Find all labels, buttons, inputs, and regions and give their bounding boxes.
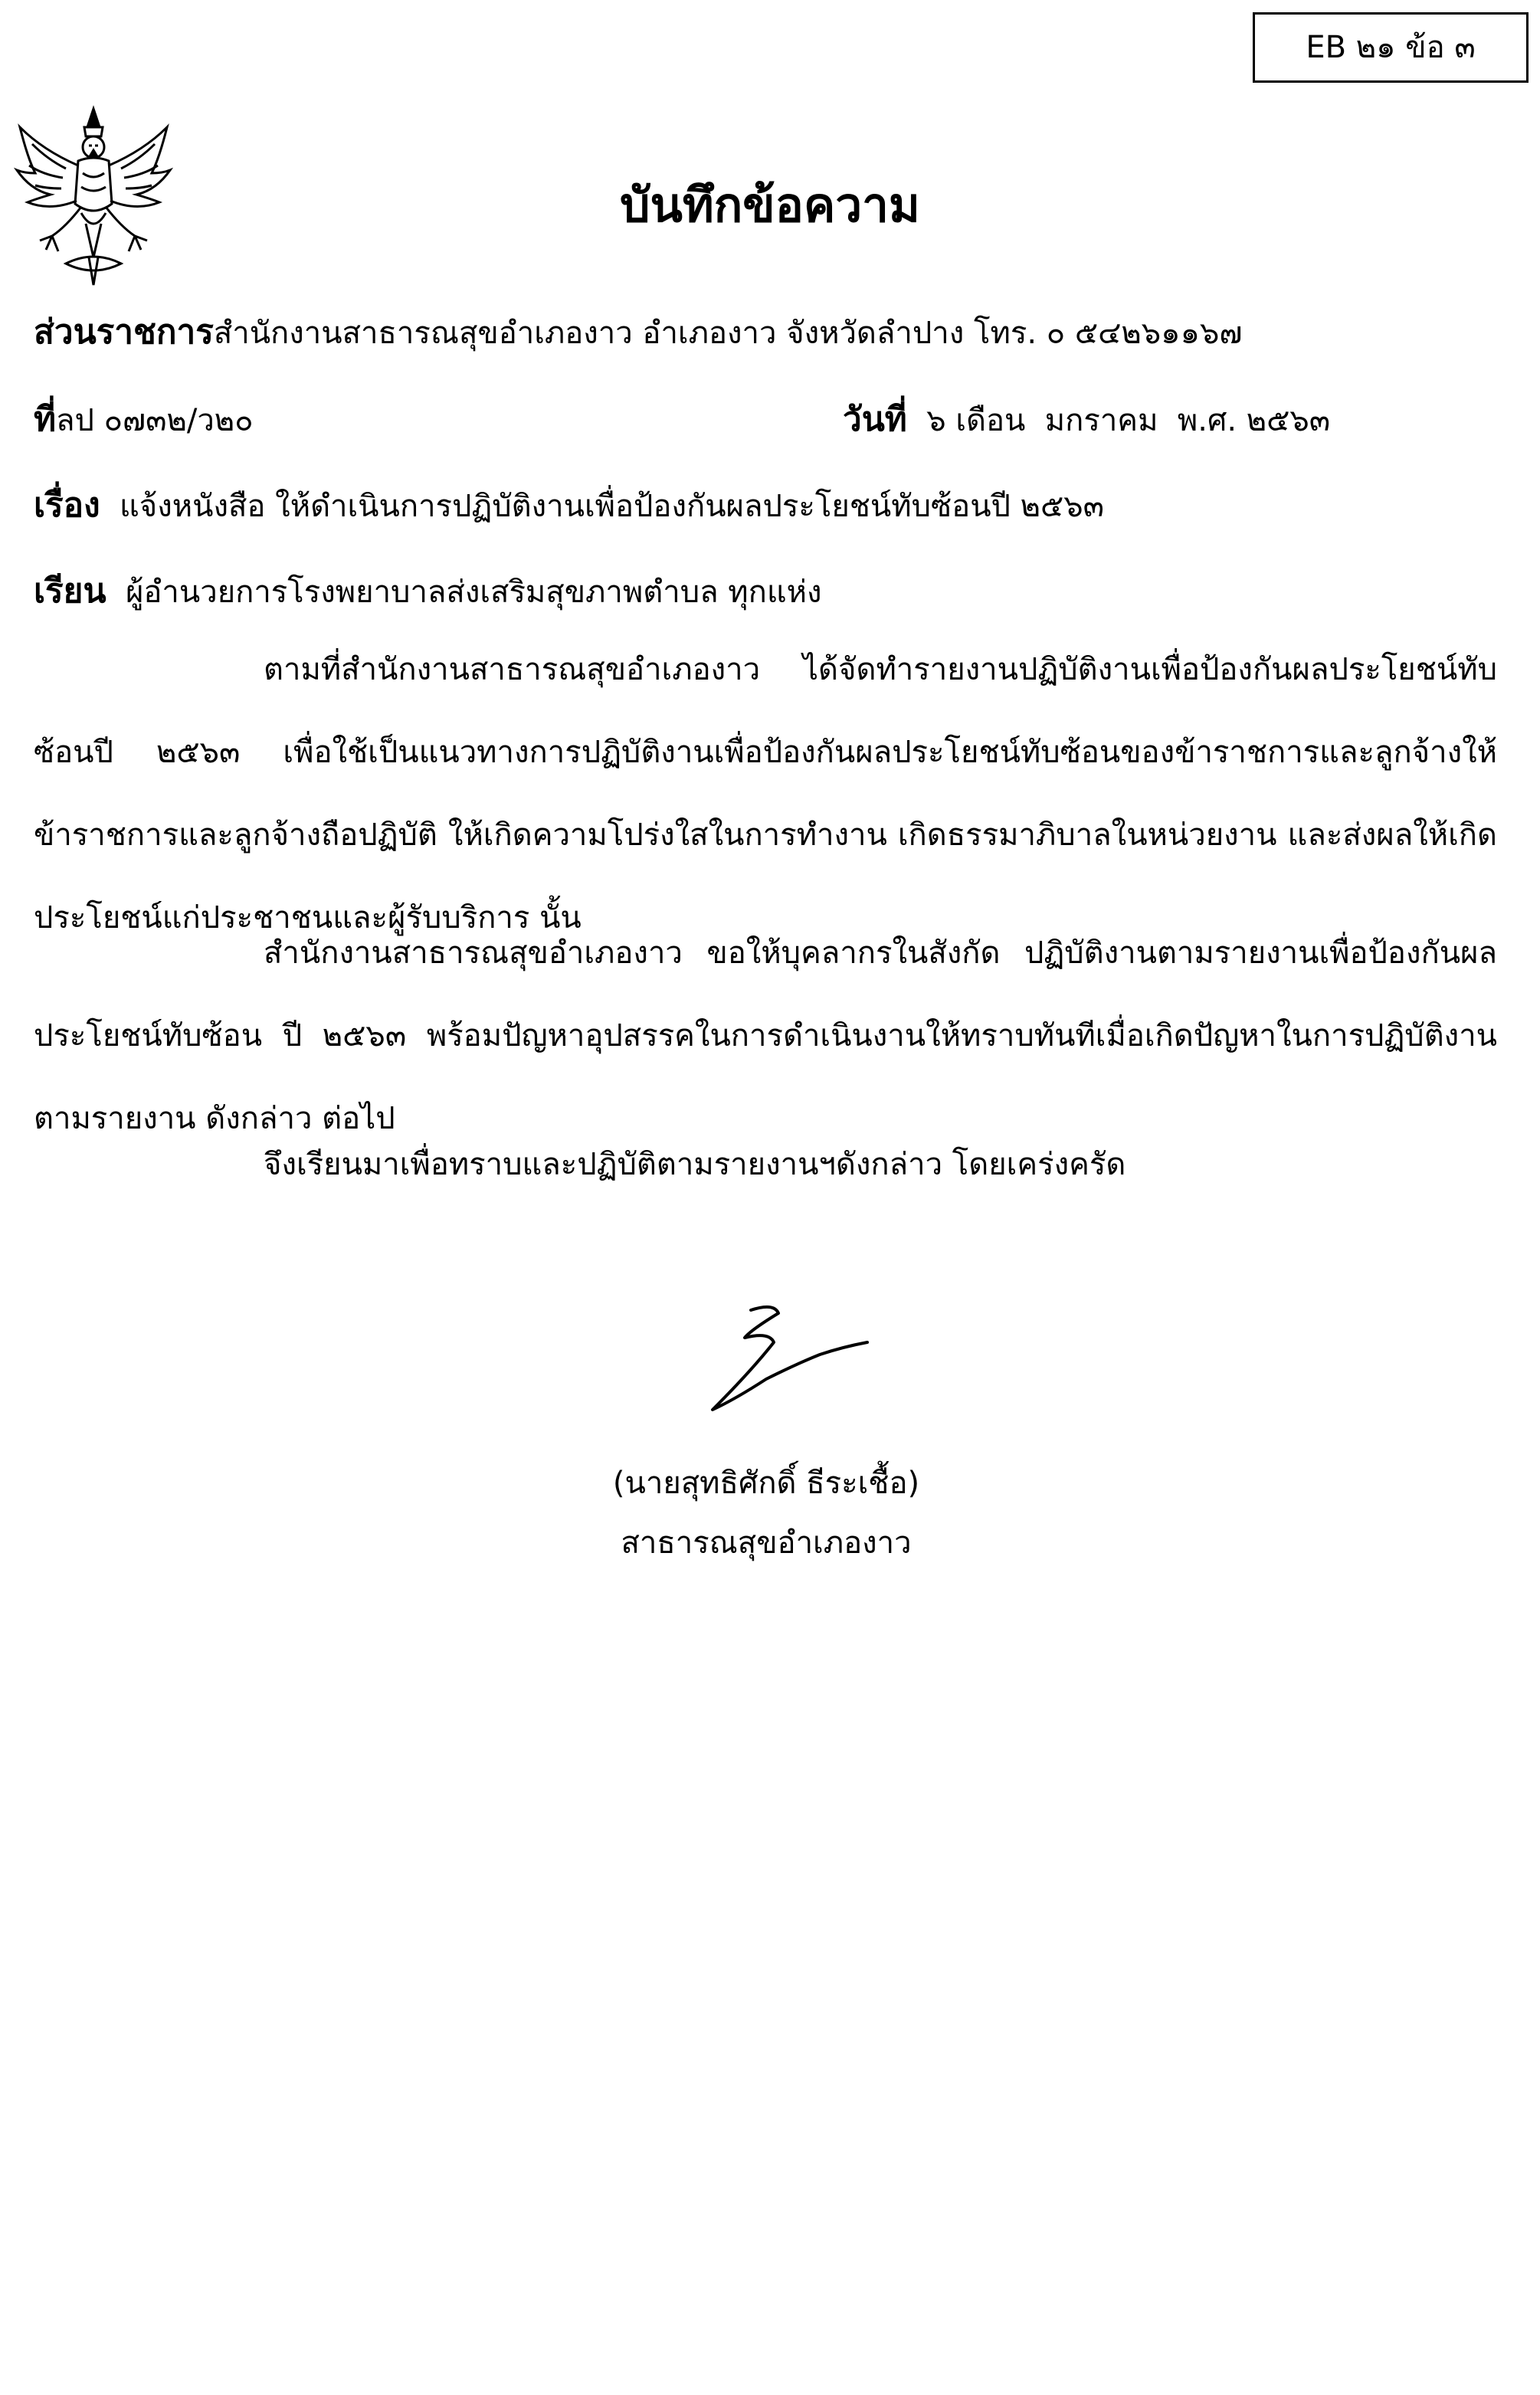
date-line [843, 397, 1330, 444]
reference-label: ที่ [34, 400, 57, 439]
body-paragraph-2: สำนักงานสาธารณสุขอำเภองาว ขอให้บุคลากรในสังกัด ปฏิบัติงานตามรายงานเพื่อป้องกันผลประโยชน์ทับซ้อน ปี ๒๕๖๓ พร้อมปัญหาอุปสรรคในการดำเนินงานให้ทราบทันทีเมื่อเกิดปัญหาในการปฏิบัติงานตามรายงาน ดังกล่าว ต่อไป [34, 935, 1497, 1136]
closing-line: จึงเรียนมาเพื่อทราบและปฏิบัติตามรายงานฯดังกล่าว โดยเคร่งครัด [264, 1147, 1126, 1182]
reference-box: EB ๒๑ ข้อ ๓ [1253, 12, 1529, 83]
signatory-name: (นายสุทธิศักดิ์ ธีระเชื้อ) [612, 1466, 920, 1501]
agency-line [34, 310, 1242, 356]
signatory-position: สาธารณสุขอำเภองาว [621, 1525, 912, 1561]
agency-label: ส่วนราชการ [34, 313, 214, 352]
body-paragraph-1: ตามที่สำนักงานสาธารณสุขอำเภองาว ได้จัดทำรายงานปฏิบัติงานเพื่อป้องกันผลประโยชน์ทับซ้อนปี ๒๕๖๓ เพื่อใช้เป็นแนวทางการปฏิบัติงานเพื่อป้องกันผลประโยชน์ทับซ้อนของข้าราชการและลูกจ้างให้ข้าราชการและลูกจ้างถือปฏิบัติ ให้เกิดความโปร่งใสในการทำงาน เกิดธรรมาภิบาลในหน่วยงาน และส่งผลให้เกิดประโยชน์แก่ประชาชนและผู้รับบริการ นั้น [34, 652, 1497, 935]
page-title: บันทึกข้อความ [620, 177, 920, 233]
addressee-line [34, 568, 822, 615]
addressee-value: ผู้อำนวยการโรงพยาบาลส่งเสริมสุขภาพตำบล ทุกแห่ง [106, 575, 822, 610]
subject-label: เรื่อง [34, 486, 100, 525]
date-label: วันที่ [843, 400, 907, 439]
subject-value: แจ้งหนังสือ ให้ดำเนินการปฏิบัติงานเพื่อป้องกันผลประโยชน์ทับซ้อนปี ๒๕๖๓ [100, 489, 1105, 524]
agency-value: สำนักงานสาธารณสุขอำเภองาว อำเภองาว จังหวัดลำปาง โทร. ๐ ๕๔๒๖๑๑๖๗ [213, 316, 1243, 351]
handwritten-signature [705, 1302, 873, 1425]
date-value: ๖ เดือน มกราคม พ.ศ. ๒๕๖๓ [906, 403, 1331, 438]
reference-value: ลป ๐๗๓๒/ว๒๐ [56, 403, 254, 438]
subject-line [34, 483, 1104, 529]
reference-line [34, 397, 254, 444]
addressee-label: เรียน [34, 572, 106, 611]
